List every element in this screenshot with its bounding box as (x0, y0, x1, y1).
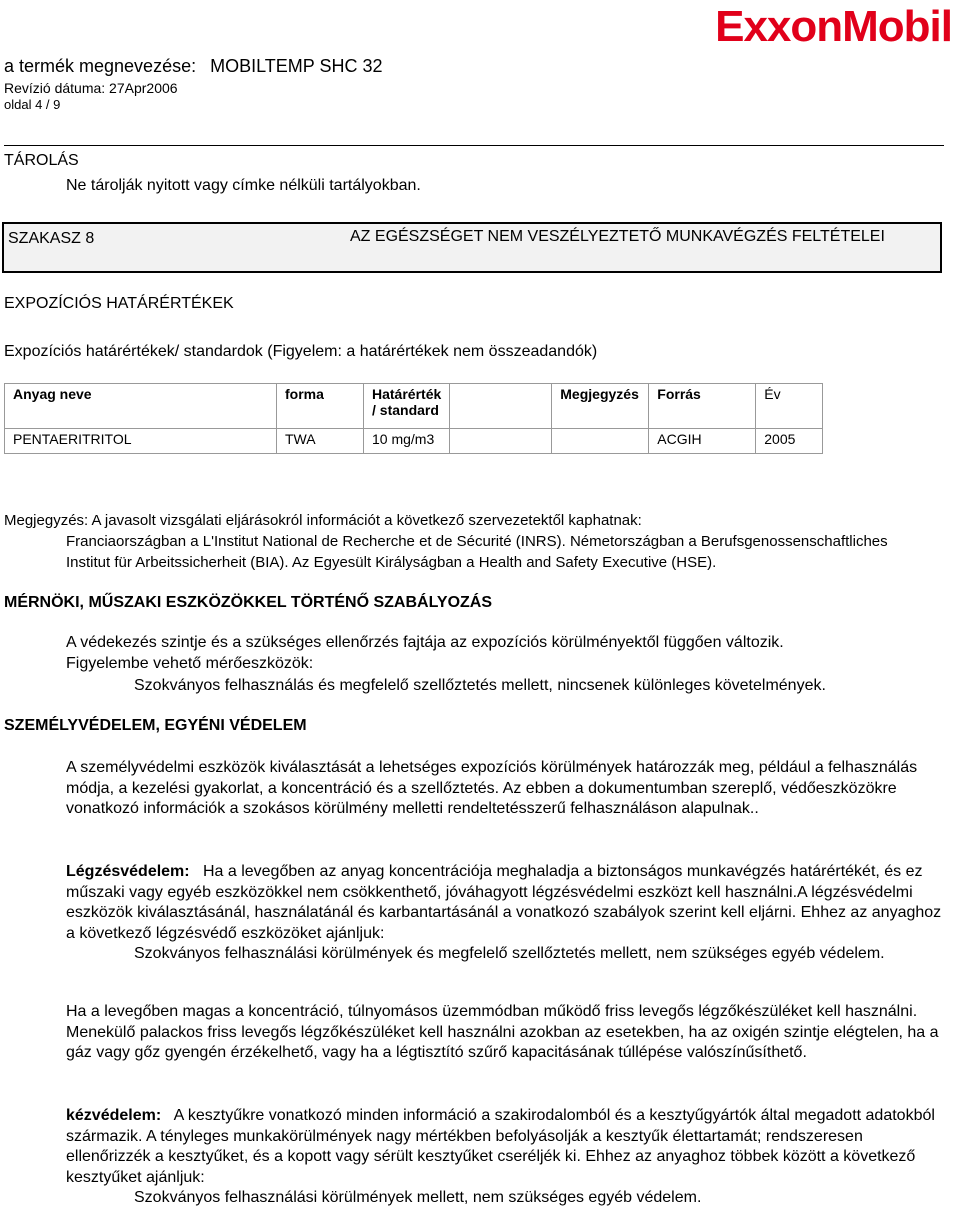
col-header: Anyag neve (5, 384, 277, 429)
page-number: oldal 4 / 9 (4, 97, 61, 112)
hand-protection (66, 1106, 946, 1209)
section-number: SZAKASZ 8 (8, 230, 95, 247)
table-cell: 10 mg/m3 (364, 429, 450, 454)
section-title: AZ EGÉSZSÉGET NEM VESZÉLYEZTETŐ MUNKAVÉGZÉS FELTÉTELEI (350, 228, 885, 245)
note-body: Franciaországban a L'Institut National de Recherche et de Sécurité (INRS). Németországban a Berufsgenossenschaftliches Institut für Arbeitssicherheit (BIA). Az Egyesült Királyságban a Health and Safety Executive (HSE). (66, 533, 888, 571)
table-cell: ACGIH (649, 429, 756, 454)
product-name-line (4, 56, 382, 77)
col-header: Forrás (649, 384, 756, 429)
engineering-heading: MÉRNÖKI, MŰSZAKI ESZKÖZÖKKEL TÖRTÉNŐ SZABÁLYOZÁS (4, 594, 493, 611)
respiratory-protection (66, 862, 946, 965)
table-header-row (5, 384, 823, 429)
ppe-heading: SZEMÉLYVÉDELEM, EGYÉNI VÉDELEM (4, 717, 307, 734)
engineering-line-3: Szokványos felhasználás és megfelelő szellőztetés mellett, nincsenek különleges követelmények. (134, 677, 826, 694)
col-header: Határérték / standard (364, 384, 450, 429)
table-row (5, 429, 823, 454)
revision-date: Revízió dátuma: 27Apr2006 (4, 80, 178, 96)
respiratory-label: Légzésvédelem: (66, 863, 190, 880)
exposure-subheading: Expozíciós határértékek/ standardok (Figyelem: a határértékek nem összeadandók) (4, 343, 598, 360)
hand-label: kézvédelem: (66, 1107, 162, 1124)
storage-text: Ne tárolják nyitott vagy címke nélküli tartályokban. (66, 177, 421, 194)
engineering-line-2: Figyelembe vehető mérőeszközök: (66, 655, 314, 672)
col-header: Év (756, 384, 823, 429)
exposure-table (4, 383, 823, 454)
table-cell (552, 429, 649, 454)
ppe-intro: A személyvédelmi eszközök kiválasztását a lehetséges expozíciós körülmények határozzák meg, például a felhasználás módja, a kezelési gyakorlat, a koncentráció és a szellőztetés. Az ebben a dokumentumban szereplő, védőeszközökre vonatkozó információk a szokásos körülmény melletti rendeltetésszerű felhasználáson alapulnak.. (66, 759, 918, 817)
respiratory-recommendation: Szokványos felhasználási körülmények és megfelelő szellőztetés mellett, nem szükséges egyéb védelem. (134, 945, 885, 962)
note-first-line: Megjegyzés: A javasolt vizsgálati eljárásokról információt a következő szervezetektől kaphatnak: (4, 512, 642, 529)
exxonmobil-logo: ExxonMobil (715, 2, 952, 51)
storage-heading: TÁROLÁS (4, 152, 79, 169)
col-header (450, 384, 552, 429)
col-header: forma (277, 384, 364, 429)
engineering-line-1: A védekezés szintje és a szükséges ellenőrzés fajtája az expozíciós körülményektől függően változik. (66, 634, 784, 651)
product-name: MOBILTEMP SHC 32 (210, 56, 383, 76)
table-cell: TWA (277, 429, 364, 454)
table-cell (450, 429, 552, 454)
hand-text: A kesztyűkre vonatkozó minden információ a szakirodalomból és a kesztyűgyártók által megadott adatokból származik. A tényleges munkakörülmények nagy mértékben befolyásolják a kesztyűk élettartamát; rendszeresen ellenőrizzék a kesztyűket, és a kopott vagy sérült kesztyűket cseréljék ki. Ehhez az anyaghoz többek között a következő kesztyűket ajánljuk: (66, 1107, 935, 1186)
exposure-note (4, 510, 934, 573)
product-label: a termék megnevezése: (4, 56, 197, 76)
respiratory-text: Ha a levegőben az anyag koncentrációja meghaladja a biztonságos munkavégzés határértékét, és ez műszaki vagy egyéb eszközökkel nem csökkenthető, jóváhagyott légzésvédelmi eszközt kell használni.A légzésvédelmi eszközök kiválasztásánál, használatánál és karbantartásánál a vonatkozó szabályok szerint kell eljárni. Ehhez az anyaghoz a következő légzésvédő eszközöket ajánljuk: (66, 863, 942, 942)
high-concentration-text: Ha a levegőben magas a koncentráció, túlnyomásos üzemmódban működő friss levegős légzőkészüléket kell használni. Menekülő palackos friss levegős légzőkészüléket kell használni azokban az esetekben, ha az oxigén szintje elégtelen, ha a gáz vagy gőz gyengén érzékelhető, vagy ha a légtisztító szűrő kapacitásának túllépése valószínűsíthető. (66, 1003, 939, 1061)
hand-recommendation: Szokványos felhasználási körülmények mellett, nem szükséges egyéb védelem. (134, 1189, 702, 1206)
header-divider (4, 145, 944, 146)
col-header: Megjegyzés (552, 384, 649, 429)
exposure-heading: EXPOZÍCIÓS HATÁRÉRTÉKEK (4, 295, 234, 312)
table-cell: 2005 (756, 429, 823, 454)
table-cell: PENTAERITRITOL (5, 429, 277, 454)
